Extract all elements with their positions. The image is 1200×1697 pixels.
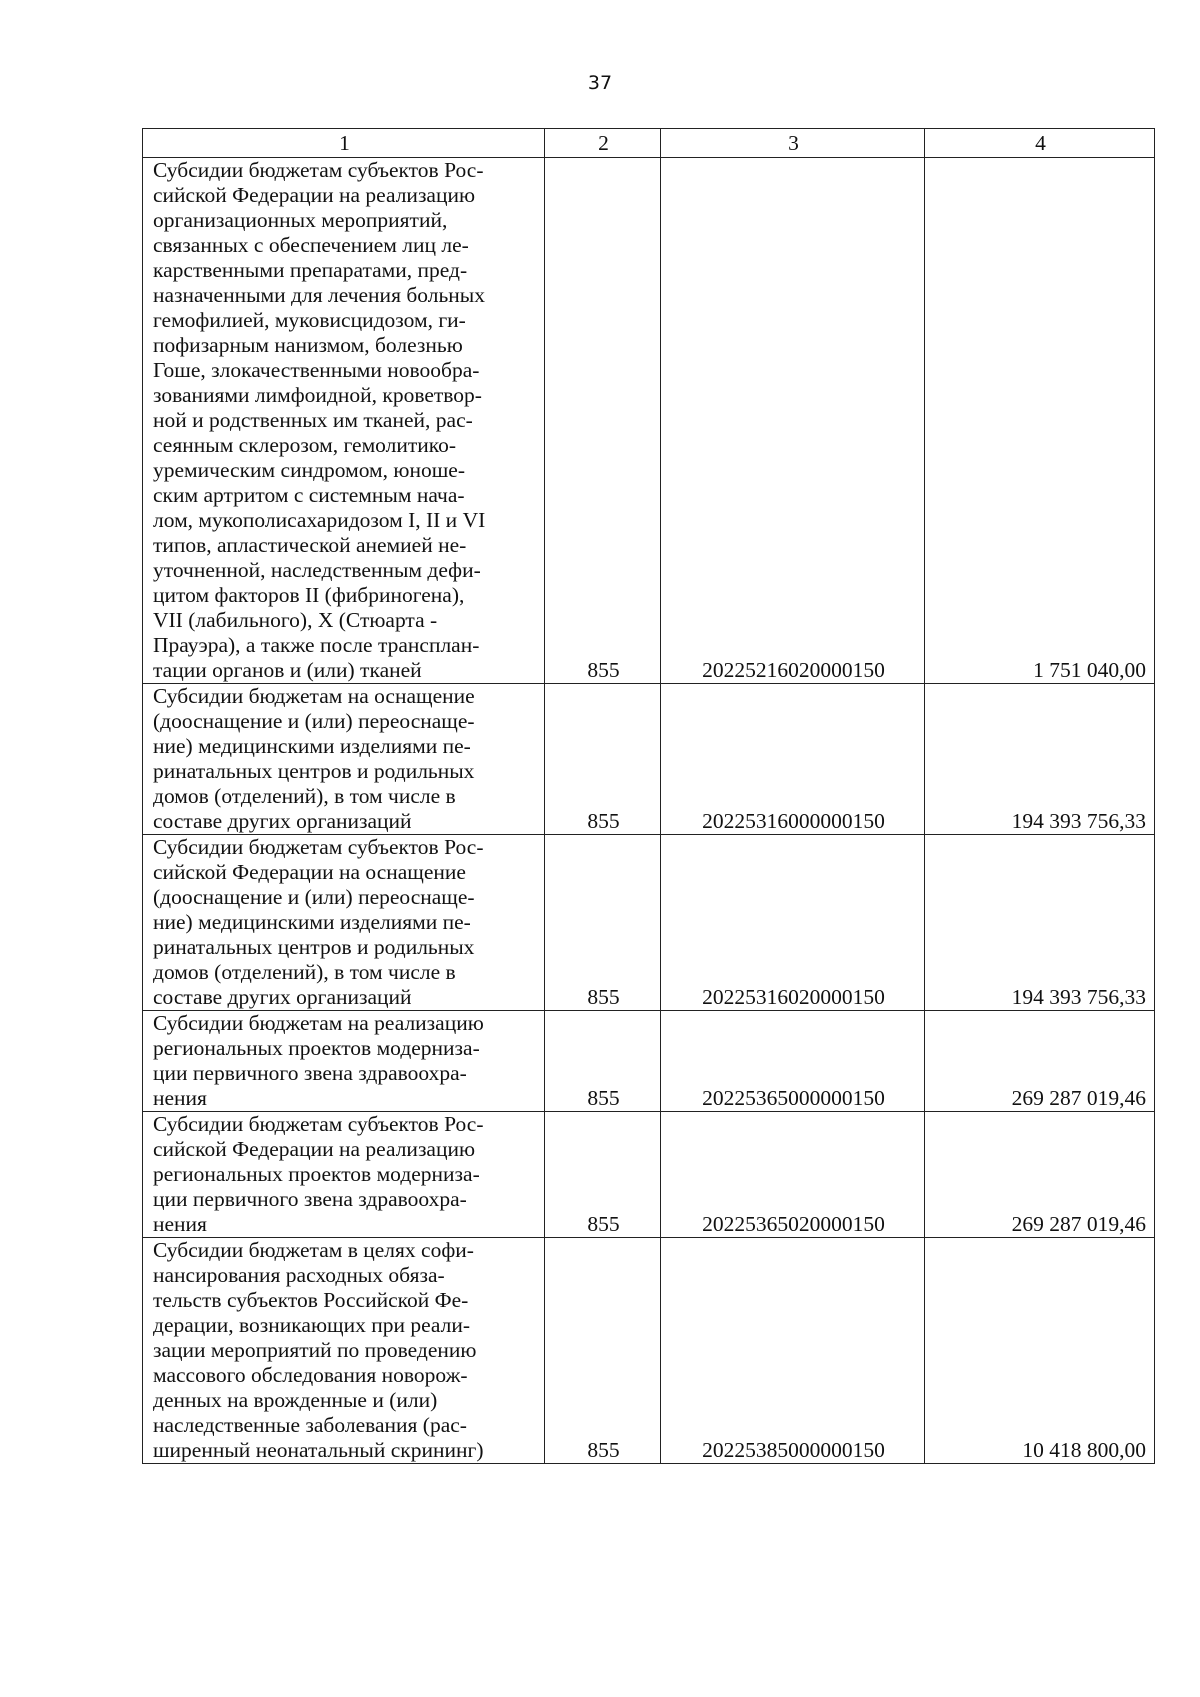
row-description [143,1238,545,1464]
table-header [143,129,1155,158]
description-line: карственными препаратами, пред- [153,258,468,282]
description-line: назначенными для лечения больных [153,283,485,307]
description-line: ринатальных центров и родильных [153,935,475,959]
description-line: Субсидии бюджетам субъектов Рос- [153,1112,484,1136]
column-header-2: 2 [545,129,661,158]
row-classifier: 20225385000000150 [661,1238,925,1464]
row-description [143,1112,545,1238]
description-line: составе других организаций [153,985,412,1009]
row-code: 855 [545,1112,661,1238]
description-line: составе других организаций [153,809,412,833]
description-line: (дооснащение и (или) переоснаще- [153,885,475,909]
row-classifier: 20225316020000150 [661,835,925,1011]
row-classifier: 20225365020000150 [661,1112,925,1238]
description-line: нения [153,1212,207,1236]
description-line: сеянным склерозом, гемолитико- [153,433,457,457]
description-line: Субсидии бюджетам на оснащение [153,684,475,708]
description-line: связанных с обеспечением лиц ле- [153,233,469,257]
row-code: 855 [545,158,661,684]
description-line: уремическим синдромом, юноше- [153,458,465,482]
description-line: наследственные заболевания (рас- [153,1413,467,1437]
description-line: (дооснащение и (или) переоснаще- [153,709,475,733]
description-line: ринатальных центров и родильных [153,759,475,783]
description-line: уточненной, наследственным дефи- [153,558,481,582]
description-line: сийской Федерации на оснащение [153,860,466,884]
description-line: сийской Федерации на реализацию [153,1137,476,1161]
description-line: гемофилией, муковисцидозом, ги- [153,308,466,332]
row-code: 855 [545,684,661,835]
description-line: организационных мероприятий, [153,208,448,232]
row-amount: 194 393 756,33 [925,684,1155,835]
row-code: 855 [545,1238,661,1464]
description-line: зованиями лимфоидной, кроветвор- [153,383,482,407]
description-line: пофизарным нанизмом, болезнью [153,333,463,357]
description-line: домов (отделений), в том числе в [153,784,456,808]
table-row [143,1238,1155,1464]
row-description [143,835,545,1011]
description-line: Субсидии бюджетам субъектов Рос- [153,158,484,182]
row-classifier: 20225365000000150 [661,1011,925,1112]
row-description [143,158,545,684]
description-line: ширенный неонатальный скрининг) [153,1438,484,1462]
description-line: массового обследования новорож- [153,1363,468,1387]
description-line: ции первичного звена здравоохра- [153,1061,467,1085]
row-classifier: 20225316000000150 [661,684,925,835]
row-description [143,1011,545,1112]
page-number: 37 [587,72,613,94]
description-line: региональных проектов модерниза- [153,1036,480,1060]
header-row [143,129,1155,158]
description-line: дерации, возникающих при реали- [153,1313,471,1337]
description-line: лом, мукополисахаридозом I, II и VI [153,508,486,532]
description-line: ции первичного звена здравоохра- [153,1187,467,1211]
description-line: зации мероприятий по проведению [153,1338,477,1362]
description-line: Субсидии бюджетам субъектов Рос- [153,835,484,859]
row-classifier: 20225216020000150 [661,158,925,684]
description-line: типов, апластической анемией не- [153,533,467,557]
budget-table [142,128,1155,1464]
description-line: Субсидии бюджетам на реализацию [153,1011,484,1035]
column-header-1: 1 [143,129,545,158]
description-line: ским артритом с системным нача- [153,483,465,507]
row-amount: 1 751 040,00 [925,158,1155,684]
description-line: ние) медицинскими изделиями пе- [153,734,471,758]
description-line: Гоше, злокачественными новообра- [153,358,480,382]
table-row [143,1112,1155,1238]
description-line: тации органов и (или) тканей [153,658,422,682]
table-row [143,1011,1155,1112]
description-line: домов (отделений), в том числе в [153,960,456,984]
description-line: денных на врожденные и (или) [153,1388,438,1412]
description-line: нения [153,1086,207,1110]
description-line: Субсидии бюджетам в целях софи- [153,1238,474,1262]
description-line: Прауэра), а также после трансплан- [153,633,480,657]
column-header-3: 3 [661,129,925,158]
row-description [143,684,545,835]
table-row [143,835,1155,1011]
description-line: сийской Федерации на реализацию [153,183,476,207]
description-line: ние) медицинскими изделиями пе- [153,910,471,934]
table-row [143,684,1155,835]
table-body [143,158,1155,1464]
row-amount: 269 287 019,46 [925,1011,1155,1112]
description-line: цитом факторов II (фибриногена), [153,583,465,607]
table-row [143,158,1155,684]
column-header-4: 4 [925,129,1155,158]
row-amount: 194 393 756,33 [925,835,1155,1011]
row-code: 855 [545,1011,661,1112]
description-line: нансирования расходных обяза- [153,1263,445,1287]
description-line: ной и родственных им тканей, рас- [153,408,473,432]
row-code: 855 [545,835,661,1011]
description-line: региональных проектов модерниза- [153,1162,480,1186]
description-line: VII (лабильного), X (Стюарта - [153,608,438,632]
description-line: тельств субъектов Российской Фе- [153,1288,469,1312]
row-amount: 269 287 019,46 [925,1112,1155,1238]
row-amount: 10 418 800,00 [925,1238,1155,1464]
